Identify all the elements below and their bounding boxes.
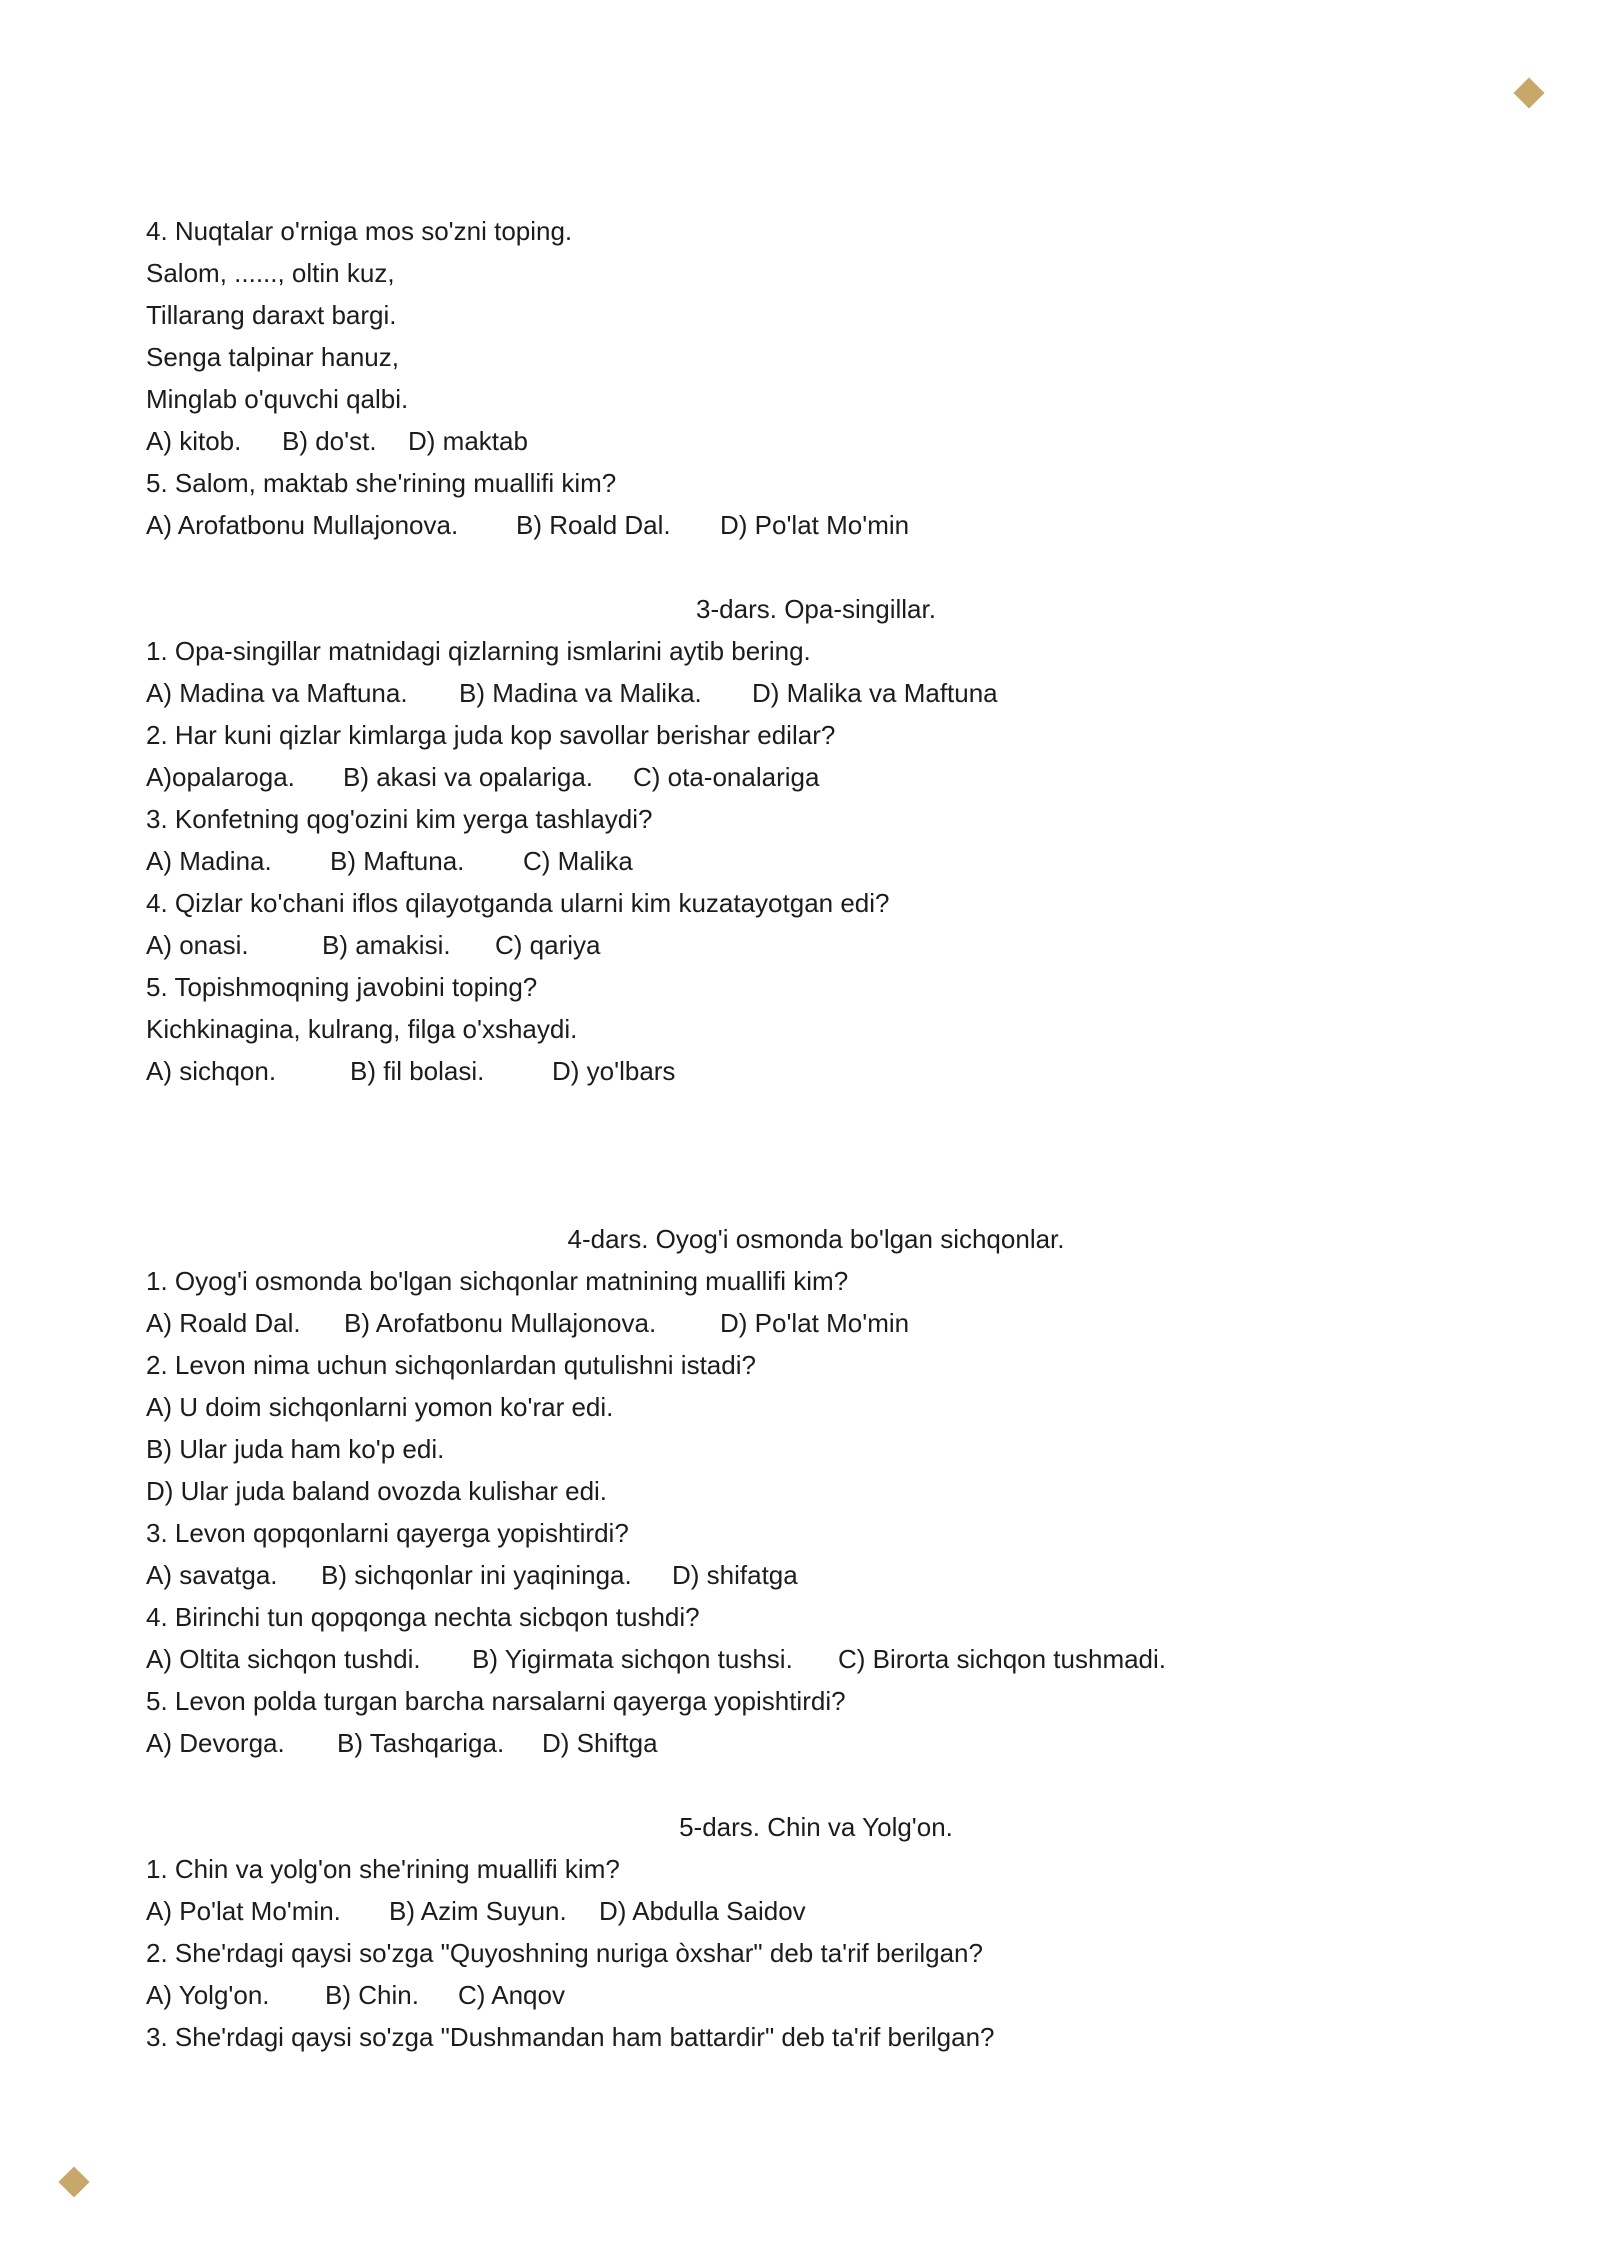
answer-option: B) Chin. (325, 1980, 419, 2010)
answer-option: B) akasi va opalariga. (343, 762, 594, 792)
answer-option: B) Tashqariga. (337, 1728, 505, 1758)
answer-options (146, 1638, 1486, 1680)
question-text: 2. She'rdagi qaysi so'zga "Quyoshning nuriga òxshar" deb ta'rif berilgan? (146, 1938, 983, 1968)
answer-option: B) Maftuna. (330, 846, 465, 876)
answer-option: A) U doim sichqonlarni yomon ko'rar edi. (146, 1392, 614, 1422)
answer-option: B) Azim Suyun. (389, 1896, 567, 1926)
answer-option: A) Yolg'on. (146, 1980, 270, 2010)
answer-option: A) Arofatbonu Mullajonova. (146, 510, 459, 540)
answer-option: B) Ular juda ham ko'p edi. (146, 1434, 445, 1464)
answer-option: A) savatga. (146, 1560, 278, 1590)
answer-option: D) yo'lbars (552, 1056, 676, 1086)
answer-option: B) Arofatbonu Mullajonova. (344, 1308, 657, 1338)
answer-option: B) fil bolasi. (350, 1056, 485, 1086)
diamond-ornament-icon (1513, 77, 1544, 108)
answer-option: D) Ular juda baland ovozda kulishar edi. (146, 1476, 608, 1506)
answer-options (146, 1554, 1486, 1596)
answer-option: D) Abdulla Saidov (599, 1896, 806, 1926)
answer-options (146, 1050, 1486, 1092)
answer-option: A) Devorga. (146, 1728, 285, 1758)
question-text: 5. Levon polda turgan barcha narsalarni qayerga yopishtirdi? (146, 1686, 846, 1716)
answer-options (146, 504, 1486, 546)
answer-options (146, 756, 1486, 798)
question-text: 4. Qizlar ko'chani iflos qilayotganda ularni kim kuzatayotgan edi? (146, 888, 890, 918)
question-text: 4. Birinchi tun qopqonga nechta sicbqon tushdi? (146, 1602, 700, 1632)
worksheet-content (146, 210, 1486, 2058)
answer-option: A) Oltita sichqon tushdi. (146, 1644, 421, 1674)
question-text: 3. Levon qopqonlarni qayerga yopishtirdi? (146, 1518, 629, 1548)
answer-option: A) kitob. (146, 426, 242, 456)
answer-option: D) maktab (408, 426, 528, 456)
answer-option: A) onasi. (146, 930, 249, 960)
question-text: 1. Opa-singillar matnidagi qizlarning ismlarini aytib bering. (146, 636, 811, 666)
diamond-ornament-icon (58, 2166, 89, 2197)
question-text: 2. Levon nima uchun sichqonlardan qutulishni istadi? (146, 1350, 756, 1380)
answer-option: B) do'st. (282, 426, 377, 456)
question-text: 4. Nuqtalar o'rniga mos so'zni toping. (146, 216, 573, 246)
answer-option: A)opalaroga. (146, 762, 295, 792)
answer-options (146, 420, 1486, 462)
answer-option: B) Yigirmata sichqon tushsi. (472, 1644, 793, 1674)
answer-option: C) Anqov (458, 1980, 565, 2010)
poem-line: Minglab o'quvchi qalbi. (146, 384, 409, 414)
lesson-title: 5-dars. Chin va Yolg'on. (679, 1812, 953, 1842)
answer-option: D) Malika va Maftuna (752, 678, 998, 708)
answer-option: A) Madina va Maftuna. (146, 678, 408, 708)
poem-line: Tillarang daraxt bargi. (146, 300, 397, 330)
poem-line: Senga talpinar hanuz, (146, 342, 399, 372)
lesson-title: 4-dars. Oyog'i osmonda bo'lgan sichqonlar. (567, 1224, 1065, 1254)
riddle-text: Kichkinagina, kulrang, filga o'xshaydi. (146, 1014, 578, 1044)
answer-option: A) Po'lat Mo'min. (146, 1896, 341, 1926)
question-text: 5. Topishmoqning javobini toping? (146, 972, 538, 1002)
answer-options (146, 1974, 1486, 2016)
answer-options (146, 924, 1486, 966)
answer-option: D) Shiftga (542, 1728, 658, 1758)
answer-option: B) Madina va Malika. (459, 678, 702, 708)
answer-options (146, 1722, 1486, 1764)
answer-option: A) Madina. (146, 846, 272, 876)
answer-options (146, 840, 1486, 882)
answer-option: D) Po'lat Mo'min (720, 1308, 910, 1338)
answer-option: B) Roald Dal. (516, 510, 671, 540)
question-text: 1. Oyog'i osmonda bo'lgan sichqonlar matnining muallifi kim? (146, 1266, 849, 1296)
question-text: 1. Chin va yolg'on she'rining muallifi kim? (146, 1854, 620, 1884)
answer-option: B) sichqonlar ini yaqininga. (321, 1560, 632, 1590)
answer-option: A) Roald Dal. (146, 1308, 301, 1338)
answer-option: D) Po'lat Mo'min (720, 510, 910, 540)
answer-option: A) sichqon. (146, 1056, 277, 1086)
question-text: 3. She'rdagi qaysi so'zga "Dushmandan ham battardir" deb ta'rif berilgan? (146, 2022, 995, 2052)
answer-option: C) Malika (523, 846, 633, 876)
answer-option: C) qariya (495, 930, 601, 960)
question-text: 2. Har kuni qizlar kimlarga juda kop savollar berishar edilar? (146, 720, 836, 750)
poem-line: Salom, ......, oltin kuz, (146, 258, 395, 288)
answer-option: C) ota-onalariga (633, 762, 820, 792)
question-text: 3. Konfetning qog'ozini kim yerga tashlaydi? (146, 804, 653, 834)
answer-option: C) Birorta sichqon tushmadi. (838, 1644, 1167, 1674)
answer-option: B) amakisi. (322, 930, 451, 960)
answer-option: D) shifatga (672, 1560, 798, 1590)
answer-options (146, 1890, 1486, 1932)
answer-options (146, 672, 1486, 714)
question-text: 5. Salom, maktab she'rining muallifi kim? (146, 468, 617, 498)
lesson-title: 3-dars. Opa-singillar. (696, 594, 936, 624)
answer-options (146, 1302, 1486, 1344)
